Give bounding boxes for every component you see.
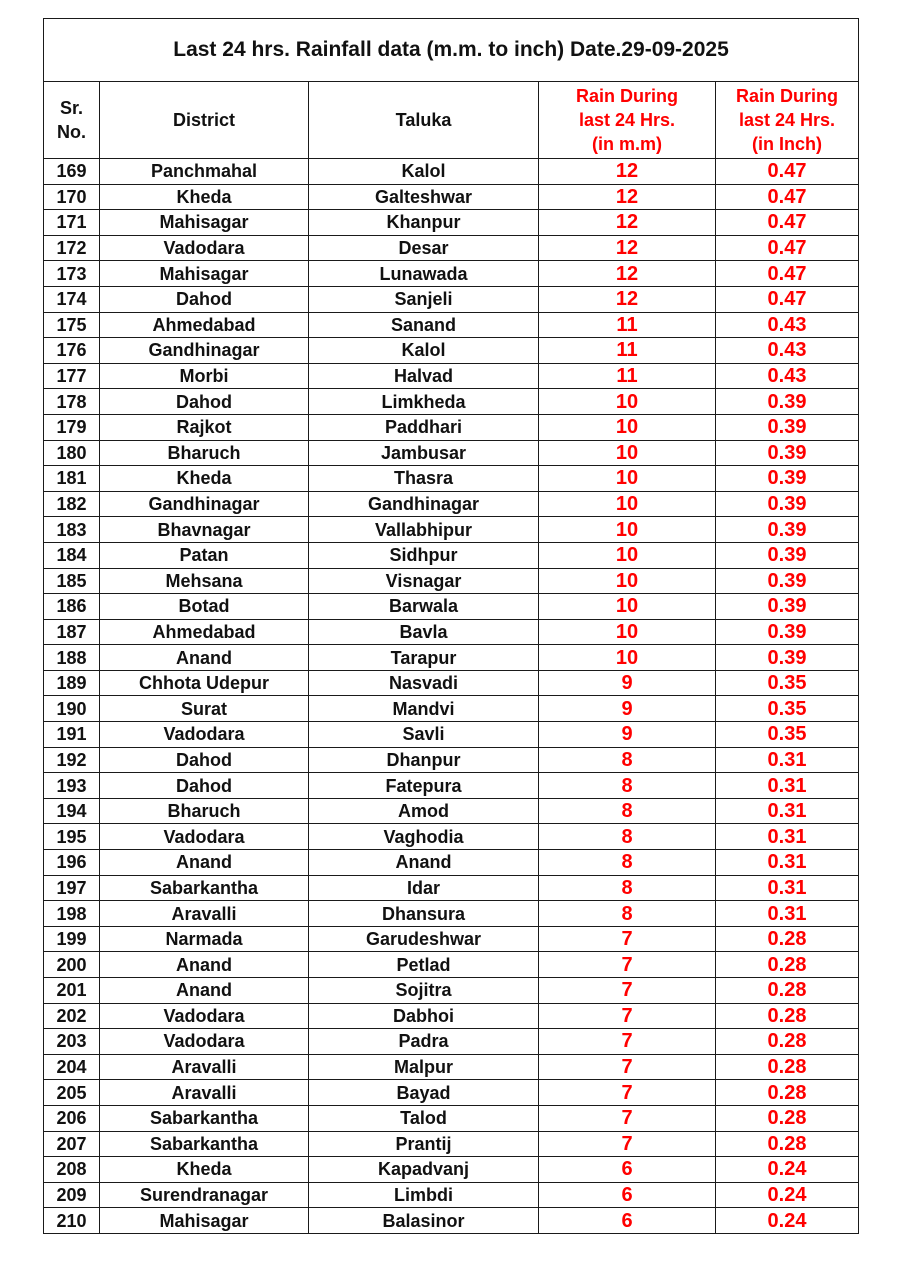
district-cell: Rajkot xyxy=(100,414,309,440)
district-cell: Anand xyxy=(100,645,309,671)
sr-no-cell: 181 xyxy=(44,466,100,492)
taluka-cell: Bayad xyxy=(309,1080,539,1106)
rain-inch-cell: 0.31 xyxy=(716,850,859,876)
table-row xyxy=(44,210,859,236)
rain-inch-cell: 0.28 xyxy=(716,1080,859,1106)
taluka-cell: Sanand xyxy=(309,312,539,338)
taluka-cell: Idar xyxy=(309,875,539,901)
taluka-cell: Dhanpur xyxy=(309,747,539,773)
rain-mm-cell: 6 xyxy=(539,1208,716,1234)
rain-inch-cell: 0.28 xyxy=(716,1105,859,1131)
district-cell: Panchmahal xyxy=(100,159,309,185)
rain-mm-cell: 8 xyxy=(539,798,716,824)
rain-mm-cell: 10 xyxy=(539,491,716,517)
rain-inch-cell: 0.28 xyxy=(716,1131,859,1157)
rain-inch-cell: 0.28 xyxy=(716,926,859,952)
sr-no-cell: 169 xyxy=(44,159,100,185)
sr-no-cell: 189 xyxy=(44,670,100,696)
table-row xyxy=(44,286,859,312)
sr-no-cell: 197 xyxy=(44,875,100,901)
taluka-cell: Sidhpur xyxy=(309,542,539,568)
district-cell: Chhota Udepur xyxy=(100,670,309,696)
rain-inch-cell: 0.47 xyxy=(716,210,859,236)
sr-no-cell: 204 xyxy=(44,1054,100,1080)
district-cell: Aravalli xyxy=(100,1054,309,1080)
district-cell: Narmada xyxy=(100,926,309,952)
district-cell: Ahmedabad xyxy=(100,312,309,338)
district-cell: Sabarkantha xyxy=(100,1105,309,1131)
district-cell: Vadodara xyxy=(100,1029,309,1055)
rain-mm-cell: 7 xyxy=(539,952,716,978)
table-row xyxy=(44,824,859,850)
taluka-cell: Jambusar xyxy=(309,440,539,466)
sr-no-cell: 172 xyxy=(44,235,100,261)
rain-mm-cell: 8 xyxy=(539,875,716,901)
rain-inch-cell: 0.31 xyxy=(716,747,859,773)
district-cell: Vadodara xyxy=(100,722,309,748)
taluka-cell: Gandhinagar xyxy=(309,491,539,517)
rain-mm-cell: 10 xyxy=(539,645,716,671)
rain-mm-cell: 10 xyxy=(539,568,716,594)
district-cell: Surendranagar xyxy=(100,1182,309,1208)
rain-mm-cell: 7 xyxy=(539,1054,716,1080)
table-row xyxy=(44,978,859,1004)
rainfall-table xyxy=(43,18,859,1234)
sr-no-cell: 209 xyxy=(44,1182,100,1208)
sr-no-cell: 190 xyxy=(44,696,100,722)
district-cell: Vadodara xyxy=(100,1003,309,1029)
rain-inch-cell: 0.39 xyxy=(716,645,859,671)
rain-inch-cell: 0.28 xyxy=(716,1054,859,1080)
sr-no-cell: 196 xyxy=(44,850,100,876)
rain-inch-cell: 0.47 xyxy=(716,235,859,261)
taluka-cell: Anand xyxy=(309,850,539,876)
sr-no-cell: 188 xyxy=(44,645,100,671)
sr-no-cell: 173 xyxy=(44,261,100,287)
rain-inch-cell: 0.28 xyxy=(716,1003,859,1029)
table-row xyxy=(44,312,859,338)
sr-no-cell: 180 xyxy=(44,440,100,466)
table-row xyxy=(44,1003,859,1029)
rain-mm-cell: 12 xyxy=(539,210,716,236)
table-row xyxy=(44,773,859,799)
rain-inch-cell: 0.24 xyxy=(716,1157,859,1183)
table-row xyxy=(44,261,859,287)
district-cell: Sabarkantha xyxy=(100,1131,309,1157)
table-row xyxy=(44,440,859,466)
rain-mm-cell: 7 xyxy=(539,1131,716,1157)
district-cell: Anand xyxy=(100,850,309,876)
table-row xyxy=(44,594,859,620)
taluka-cell: Fatepura xyxy=(309,773,539,799)
rain-mm-cell: 7 xyxy=(539,1105,716,1131)
rain-inch-cell: 0.39 xyxy=(716,568,859,594)
sr-no-cell: 195 xyxy=(44,824,100,850)
rain-inch-cell: 0.28 xyxy=(716,952,859,978)
rain-mm-cell: 8 xyxy=(539,773,716,799)
taluka-cell: Halvad xyxy=(309,363,539,389)
taluka-cell: Savli xyxy=(309,722,539,748)
district-cell: Patan xyxy=(100,542,309,568)
rain-mm-cell: 7 xyxy=(539,1003,716,1029)
district-cell: Anand xyxy=(100,978,309,1004)
taluka-cell: Malpur xyxy=(309,1054,539,1080)
sr-no-cell: 199 xyxy=(44,926,100,952)
sr-no-cell: 182 xyxy=(44,491,100,517)
header-rain-inch: Rain During last 24 Hrs. (in Inch) xyxy=(716,82,859,159)
rain-inch-cell: 0.31 xyxy=(716,773,859,799)
district-cell: Dahod xyxy=(100,773,309,799)
district-cell: Vadodara xyxy=(100,824,309,850)
taluka-cell: Padra xyxy=(309,1029,539,1055)
header-row xyxy=(44,82,859,159)
table-row xyxy=(44,1029,859,1055)
taluka-cell: Balasinor xyxy=(309,1208,539,1234)
taluka-cell: Galteshwar xyxy=(309,184,539,210)
sr-no-cell: 177 xyxy=(44,363,100,389)
sr-no-cell: 171 xyxy=(44,210,100,236)
table-row xyxy=(44,722,859,748)
rain-mm-cell: 10 xyxy=(539,619,716,645)
table-row xyxy=(44,184,859,210)
header-sr-no: Sr. No. xyxy=(44,82,100,159)
rain-inch-cell: 0.43 xyxy=(716,363,859,389)
district-cell: Kheda xyxy=(100,184,309,210)
taluka-cell: Limkheda xyxy=(309,389,539,415)
rain-mm-cell: 10 xyxy=(539,466,716,492)
table-row xyxy=(44,159,859,185)
taluka-cell: Garudeshwar xyxy=(309,926,539,952)
rain-mm-cell: 12 xyxy=(539,159,716,185)
table-row xyxy=(44,363,859,389)
rain-mm-cell: 12 xyxy=(539,261,716,287)
district-cell: Mahisagar xyxy=(100,261,309,287)
rain-mm-cell: 12 xyxy=(539,184,716,210)
rain-inch-cell: 0.39 xyxy=(716,491,859,517)
rain-mm-cell: 12 xyxy=(539,235,716,261)
taluka-cell: Kalol xyxy=(309,159,539,185)
sr-no-cell: 176 xyxy=(44,338,100,364)
taluka-cell: Vallabhipur xyxy=(309,517,539,543)
district-cell: Dahod xyxy=(100,286,309,312)
sr-no-cell: 203 xyxy=(44,1029,100,1055)
sr-no-cell: 194 xyxy=(44,798,100,824)
rain-inch-cell: 0.47 xyxy=(716,261,859,287)
taluka-cell: Prantij xyxy=(309,1131,539,1157)
rain-inch-cell: 0.39 xyxy=(716,542,859,568)
rain-inch-cell: 0.43 xyxy=(716,338,859,364)
sr-no-cell: 198 xyxy=(44,901,100,927)
taluka-cell: Bavla xyxy=(309,619,539,645)
sr-no-cell: 178 xyxy=(44,389,100,415)
rain-mm-cell: 8 xyxy=(539,747,716,773)
district-cell: Aravalli xyxy=(100,1080,309,1106)
rain-inch-cell: 0.31 xyxy=(716,798,859,824)
table-row xyxy=(44,389,859,415)
sr-no-cell: 183 xyxy=(44,517,100,543)
rain-mm-cell: 11 xyxy=(539,312,716,338)
district-cell: Kheda xyxy=(100,1157,309,1183)
header-district: District xyxy=(100,82,309,159)
rain-inch-cell: 0.24 xyxy=(716,1182,859,1208)
table-row xyxy=(44,1105,859,1131)
district-cell: Kheda xyxy=(100,466,309,492)
table-row xyxy=(44,517,859,543)
rain-inch-cell: 0.35 xyxy=(716,722,859,748)
rain-inch-cell: 0.39 xyxy=(716,466,859,492)
table-row xyxy=(44,875,859,901)
rain-inch-cell: 0.39 xyxy=(716,594,859,620)
rain-mm-cell: 8 xyxy=(539,850,716,876)
rain-inch-cell: 0.35 xyxy=(716,670,859,696)
sr-no-cell: 179 xyxy=(44,414,100,440)
taluka-cell: Desar xyxy=(309,235,539,261)
table-row xyxy=(44,1182,859,1208)
district-cell: Sabarkantha xyxy=(100,875,309,901)
district-cell: Mahisagar xyxy=(100,210,309,236)
taluka-cell: Visnagar xyxy=(309,568,539,594)
sr-no-cell: 192 xyxy=(44,747,100,773)
rain-inch-cell: 0.39 xyxy=(716,440,859,466)
taluka-cell: Lunawada xyxy=(309,261,539,287)
sr-no-cell: 206 xyxy=(44,1105,100,1131)
table-row xyxy=(44,1080,859,1106)
table-row xyxy=(44,670,859,696)
table-row xyxy=(44,696,859,722)
sr-no-cell: 210 xyxy=(44,1208,100,1234)
district-cell: Surat xyxy=(100,696,309,722)
district-cell: Dahod xyxy=(100,389,309,415)
taluka-cell: Barwala xyxy=(309,594,539,620)
table-row xyxy=(44,568,859,594)
district-cell: Gandhinagar xyxy=(100,491,309,517)
rain-mm-cell: 8 xyxy=(539,901,716,927)
district-cell: Mehsana xyxy=(100,568,309,594)
rain-inch-cell: 0.31 xyxy=(716,824,859,850)
rain-inch-cell: 0.39 xyxy=(716,389,859,415)
sr-no-cell: 201 xyxy=(44,978,100,1004)
rain-mm-cell: 10 xyxy=(539,517,716,543)
taluka-cell: Kalol xyxy=(309,338,539,364)
district-cell: Bharuch xyxy=(100,798,309,824)
rain-inch-cell: 0.24 xyxy=(716,1208,859,1234)
sr-no-cell: 208 xyxy=(44,1157,100,1183)
sr-no-cell: 202 xyxy=(44,1003,100,1029)
district-cell: Bharuch xyxy=(100,440,309,466)
rain-inch-cell: 0.39 xyxy=(716,517,859,543)
table-row xyxy=(44,798,859,824)
sr-no-cell: 187 xyxy=(44,619,100,645)
rain-inch-cell: 0.47 xyxy=(716,184,859,210)
taluka-cell: Sanjeli xyxy=(309,286,539,312)
rain-inch-cell: 0.31 xyxy=(716,875,859,901)
table-row xyxy=(44,414,859,440)
rain-mm-cell: 10 xyxy=(539,440,716,466)
sr-no-cell: 193 xyxy=(44,773,100,799)
table-row xyxy=(44,926,859,952)
rain-inch-cell: 0.47 xyxy=(716,159,859,185)
rain-mm-cell: 7 xyxy=(539,978,716,1004)
header-taluka: Taluka xyxy=(309,82,539,159)
table-row xyxy=(44,1157,859,1183)
table-row xyxy=(44,645,859,671)
rain-mm-cell: 9 xyxy=(539,722,716,748)
sr-no-cell: 184 xyxy=(44,542,100,568)
rain-mm-cell: 7 xyxy=(539,1029,716,1055)
sr-no-cell: 207 xyxy=(44,1131,100,1157)
rain-mm-cell: 7 xyxy=(539,1080,716,1106)
taluka-cell: Dabhoi xyxy=(309,1003,539,1029)
rain-inch-cell: 0.43 xyxy=(716,312,859,338)
sr-no-cell: 200 xyxy=(44,952,100,978)
district-cell: Mahisagar xyxy=(100,1208,309,1234)
rain-mm-cell: 8 xyxy=(539,824,716,850)
table-row xyxy=(44,491,859,517)
taluka-cell: Dhansura xyxy=(309,901,539,927)
taluka-cell: Vaghodia xyxy=(309,824,539,850)
rain-mm-cell: 10 xyxy=(539,542,716,568)
district-cell: Vadodara xyxy=(100,235,309,261)
rain-mm-cell: 9 xyxy=(539,696,716,722)
rain-mm-cell: 10 xyxy=(539,594,716,620)
taluka-cell: Limbdi xyxy=(309,1182,539,1208)
rain-mm-cell: 11 xyxy=(539,363,716,389)
rain-inch-cell: 0.47 xyxy=(716,286,859,312)
taluka-cell: Sojitra xyxy=(309,978,539,1004)
table-row xyxy=(44,1131,859,1157)
district-cell: Ahmedabad xyxy=(100,619,309,645)
table-row xyxy=(44,952,859,978)
rain-mm-cell: 7 xyxy=(539,926,716,952)
table-row xyxy=(44,1054,859,1080)
table-title: Last 24 hrs. Rainfall data (m.m. to inch) Date.29-09-2025 xyxy=(44,19,859,82)
taluka-cell: Kapadvanj xyxy=(309,1157,539,1183)
district-cell: Morbi xyxy=(100,363,309,389)
rain-mm-cell: 6 xyxy=(539,1157,716,1183)
rain-inch-cell: 0.39 xyxy=(716,414,859,440)
table-row xyxy=(44,338,859,364)
rain-mm-cell: 10 xyxy=(539,414,716,440)
rain-mm-cell: 12 xyxy=(539,286,716,312)
table-row xyxy=(44,235,859,261)
taluka-cell: Mandvi xyxy=(309,696,539,722)
taluka-cell: Petlad xyxy=(309,952,539,978)
table-row xyxy=(44,850,859,876)
taluka-cell: Thasra xyxy=(309,466,539,492)
sr-no-cell: 191 xyxy=(44,722,100,748)
district-cell: Dahod xyxy=(100,747,309,773)
district-cell: Anand xyxy=(100,952,309,978)
table-row xyxy=(44,542,859,568)
rain-inch-cell: 0.28 xyxy=(716,1029,859,1055)
rain-mm-cell: 6 xyxy=(539,1182,716,1208)
sr-no-cell: 205 xyxy=(44,1080,100,1106)
sr-no-cell: 175 xyxy=(44,312,100,338)
rain-mm-cell: 9 xyxy=(539,670,716,696)
district-cell: Gandhinagar xyxy=(100,338,309,364)
district-cell: Botad xyxy=(100,594,309,620)
taluka-cell: Paddhari xyxy=(309,414,539,440)
taluka-cell: Nasvadi xyxy=(309,670,539,696)
table-row xyxy=(44,619,859,645)
taluka-cell: Amod xyxy=(309,798,539,824)
rain-inch-cell: 0.28 xyxy=(716,978,859,1004)
taluka-cell: Tarapur xyxy=(309,645,539,671)
rain-inch-cell: 0.39 xyxy=(716,619,859,645)
table-row xyxy=(44,901,859,927)
sr-no-cell: 186 xyxy=(44,594,100,620)
header-rain-mm: Rain During last 24 Hrs. (in m.m) xyxy=(539,82,716,159)
rain-mm-cell: 11 xyxy=(539,338,716,364)
taluka-cell: Talod xyxy=(309,1105,539,1131)
rain-inch-cell: 0.31 xyxy=(716,901,859,927)
table-row xyxy=(44,466,859,492)
district-cell: Aravalli xyxy=(100,901,309,927)
district-cell: Bhavnagar xyxy=(100,517,309,543)
taluka-cell: Khanpur xyxy=(309,210,539,236)
sr-no-cell: 170 xyxy=(44,184,100,210)
table-row xyxy=(44,1208,859,1234)
rain-mm-cell: 10 xyxy=(539,389,716,415)
table-row xyxy=(44,747,859,773)
sr-no-cell: 185 xyxy=(44,568,100,594)
sr-no-cell: 174 xyxy=(44,286,100,312)
rain-inch-cell: 0.35 xyxy=(716,696,859,722)
